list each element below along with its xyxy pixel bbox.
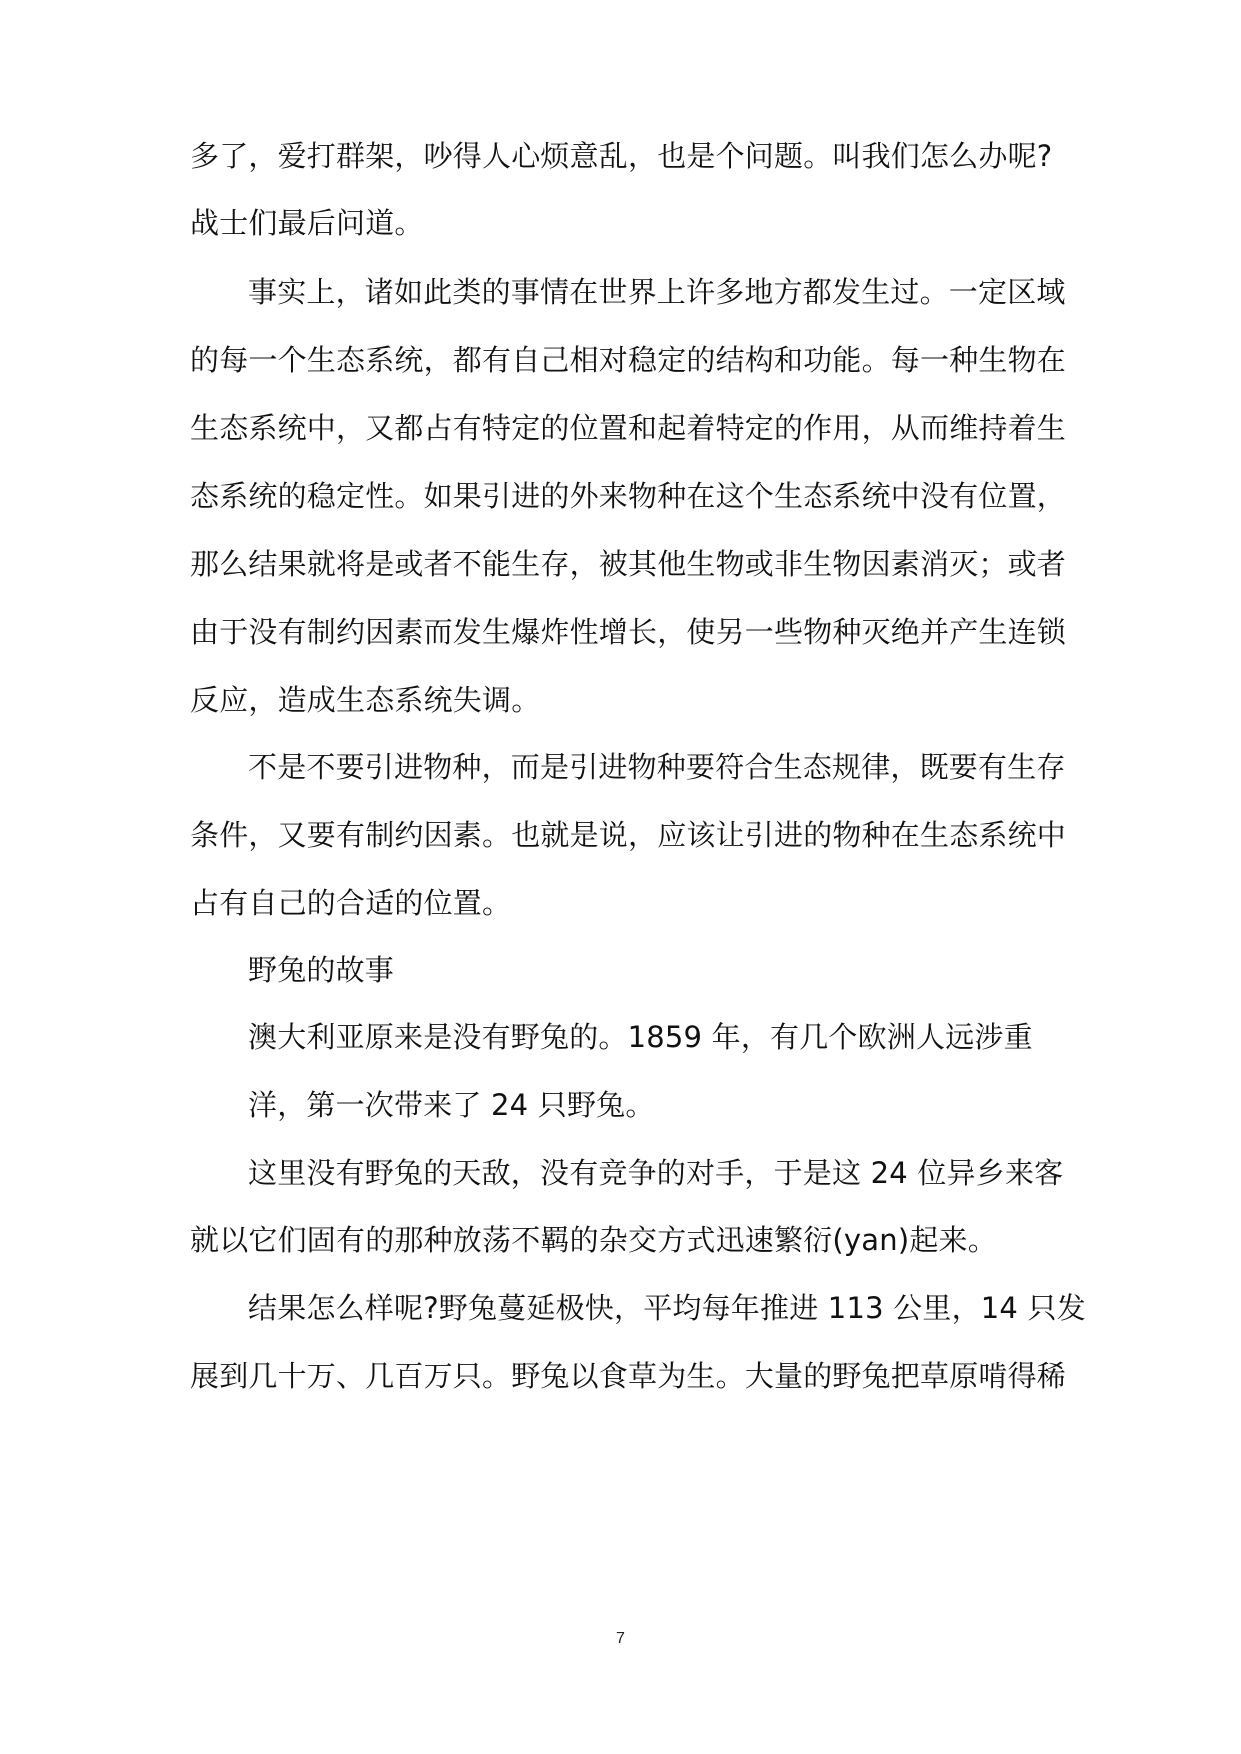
text-line: 战士们最后问道。 bbox=[190, 206, 424, 240]
text-line: 展到几十万、几百万只。野兔以食草为生。大量的野兔把草原啃得稀 bbox=[190, 1359, 1067, 1393]
text-line: 由于没有制约因素而发生爆炸性增长，使另一些物种灭绝并产生连锁 bbox=[190, 615, 1067, 649]
text-line: 那么结果就将是或者不能生存，被其他生物或非生物因素消灭；或者 bbox=[190, 547, 1067, 581]
text-line: 的每一个生态系统，都有自己相对稳定的结构和功能。每一种生物在 bbox=[190, 343, 1067, 377]
section-heading: 野兔的故事 bbox=[248, 953, 395, 987]
text-line: 占有自己的合适的位置。 bbox=[190, 886, 512, 920]
text-line: 生态系统中，又都占有特定的位置和起着特定的作用，从而维持着生 bbox=[190, 411, 1067, 445]
paragraph-start-line: 澳大利亚原来是没有野兔的。1859 年，有几个欧洲人远涉重 bbox=[248, 1020, 1033, 1054]
text-line: 条件，又要有制约因素。也就是说，应该让引进的物种在生态系统中 bbox=[190, 818, 1067, 852]
page-number: 7 bbox=[616, 1630, 625, 1647]
text-line: 洋，第一次带来了 24 只野兔。 bbox=[248, 1088, 655, 1122]
text-line: 多了，爱打群架，吵得人心烦意乱，也是个问题。叫我们怎么办呢? bbox=[190, 139, 1053, 173]
text-line: 反应，造成生态系统失调。 bbox=[190, 683, 541, 717]
paragraph-start-line: 结果怎么样呢?野兔蔓延极快，平均每年推进 113 公里，14 只发 bbox=[248, 1291, 1086, 1325]
paragraph-start-line: 这里没有野兔的天敌，没有竞争的对手，于是这 24 位异乡来客 bbox=[248, 1156, 1064, 1190]
text-line: 就以它们固有的那种放荡不羁的杂交方式迅速繁衍(yan)起来。 bbox=[190, 1223, 997, 1257]
text-line: 态系统的稳定性。如果引进的外来物种在这个生态系统中没有位置， bbox=[190, 479, 1067, 513]
paragraph-start-line: 事实上，诸如此类的事情在世界上许多地方都发生过。一定区域 bbox=[248, 275, 1066, 309]
paragraph-start-line: 不是不要引进物种，而是引进物种要符合生态规律，既要有生存 bbox=[248, 750, 1066, 784]
